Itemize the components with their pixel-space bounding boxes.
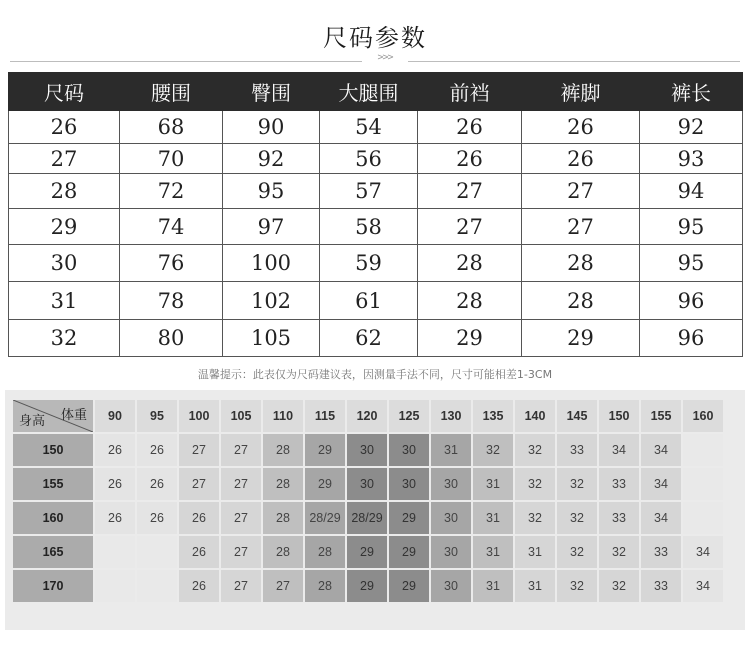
size-recommend-cell: 34 <box>683 570 723 602</box>
size-recommend-cell: 31 <box>515 536 555 568</box>
size-recommend-cell: 34 <box>599 434 639 466</box>
size-recommend-cell: 34 <box>641 434 681 466</box>
size-header-cell: 裤脚 <box>522 73 640 111</box>
size-cell: 27 <box>9 144 120 174</box>
size-recommend-cell <box>95 536 135 568</box>
size-recommend-cell: 33 <box>599 468 639 500</box>
size-row <box>9 111 743 144</box>
weight-header-cell: 130 <box>431 400 471 432</box>
size-recommend-cell: 29 <box>389 502 429 534</box>
size-recommend-cell: 26 <box>137 502 177 534</box>
size-recommend-cell: 32 <box>515 434 555 466</box>
size-recommend-cell: 30 <box>347 468 387 500</box>
size-recommend-cell: 30 <box>389 434 429 466</box>
size-recommend-cell: 28/29 <box>305 502 345 534</box>
size-cell: 28 <box>418 282 522 320</box>
weight-header-cell: 100 <box>179 400 219 432</box>
size-recommend-cell: 28 <box>263 434 303 466</box>
size-cell: 28 <box>418 245 522 282</box>
size-recommend-cell: 31 <box>473 570 513 602</box>
size-recommend-cell: 32 <box>515 468 555 500</box>
size-cell: 78 <box>120 282 223 320</box>
size-recommend-cell: 27 <box>221 502 261 534</box>
size-cell: 95 <box>640 245 743 282</box>
size-cell: 90 <box>223 111 320 144</box>
size-cell: 56 <box>320 144 418 174</box>
size-recommend-cell: 26 <box>95 468 135 500</box>
height-header-cell: 170 <box>13 570 93 602</box>
size-recommend-cell: 32 <box>557 536 597 568</box>
size-cell: 80 <box>120 320 223 357</box>
size-recommend-cell <box>683 502 723 534</box>
title-divider <box>10 52 740 67</box>
height-row <box>13 536 723 568</box>
size-recommend-cell: 27 <box>221 434 261 466</box>
size-cell: 26 <box>9 111 120 144</box>
height-row <box>13 502 723 534</box>
size-cell: 54 <box>320 111 418 144</box>
size-recommend-cell: 34 <box>641 468 681 500</box>
size-recommend-cell: 31 <box>473 502 513 534</box>
size-recommend-cell: 30 <box>431 570 471 602</box>
size-cell: 102 <box>223 282 320 320</box>
size-recommend-cell: 28 <box>263 536 303 568</box>
size-row <box>9 144 743 174</box>
size-recommend-cell: 30 <box>347 434 387 466</box>
weight-header-cell: 105 <box>221 400 261 432</box>
size-cell: 31 <box>9 282 120 320</box>
size-recommend-cell: 30 <box>389 468 429 500</box>
size-row <box>9 209 743 245</box>
size-cell: 92 <box>223 144 320 174</box>
size-recommend-cell <box>137 536 177 568</box>
size-recommend-cell <box>683 468 723 500</box>
size-cell: 92 <box>640 111 743 144</box>
size-table <box>8 72 743 357</box>
size-recommend-cell: 28 <box>305 570 345 602</box>
size-recommend-cell: 31 <box>473 468 513 500</box>
size-recommend-cell: 27 <box>221 570 261 602</box>
size-recommend-cell <box>683 434 723 466</box>
height-row <box>13 468 723 500</box>
size-cell: 26 <box>522 111 640 144</box>
size-row <box>9 282 743 320</box>
size-recommend-cell: 29 <box>389 536 429 568</box>
size-cell: 27 <box>522 209 640 245</box>
size-recommend-cell: 26 <box>137 468 177 500</box>
size-recommend-cell: 29 <box>305 434 345 466</box>
divider-arrows: >>> <box>377 52 393 63</box>
size-cell: 61 <box>320 282 418 320</box>
weight-header-cell: 135 <box>473 400 513 432</box>
size-recommend-cell: 29 <box>347 536 387 568</box>
size-header-cell: 臀围 <box>223 73 320 111</box>
size-cell: 62 <box>320 320 418 357</box>
size-recommend-cell: 32 <box>599 570 639 602</box>
weight-header-cell: 95 <box>137 400 177 432</box>
size-cell: 105 <box>223 320 320 357</box>
size-recommend-cell: 27 <box>221 468 261 500</box>
size-cell: 74 <box>120 209 223 245</box>
size-cell: 96 <box>640 320 743 357</box>
height-header-cell: 160 <box>13 502 93 534</box>
size-recommend-cell: 31 <box>473 536 513 568</box>
size-recommend-cell: 30 <box>431 536 471 568</box>
size-header-cell: 尺码 <box>9 73 120 111</box>
weight-header-cell: 145 <box>557 400 597 432</box>
size-cell: 70 <box>120 144 223 174</box>
size-recommend-cell <box>95 570 135 602</box>
size-recommend-cell: 26 <box>179 502 219 534</box>
weight-axis-label: 体重 <box>60 408 87 423</box>
size-recommend-cell: 28 <box>263 502 303 534</box>
page-title: 尺码参数 <box>323 24 427 52</box>
size-cell: 29 <box>418 320 522 357</box>
size-header-cell: 前裆 <box>418 73 522 111</box>
size-cell: 28 <box>9 174 120 209</box>
size-recommend-cell <box>137 570 177 602</box>
size-recommend-cell: 28 <box>305 536 345 568</box>
size-recommend-cell: 27 <box>179 468 219 500</box>
size-tip: 温馨提示：此表仅为尺码建议表，因测量手法不同，尺寸可能相差1-3CM <box>197 368 553 381</box>
size-cell: 28 <box>522 245 640 282</box>
weight-header-cell: 155 <box>641 400 681 432</box>
size-recommend-cell: 32 <box>473 434 513 466</box>
size-cell: 68 <box>120 111 223 144</box>
corner-cell <box>13 400 93 432</box>
weight-header-cell: 140 <box>515 400 555 432</box>
size-recommend-cell: 26 <box>95 434 135 466</box>
size-recommend-cell: 33 <box>557 434 597 466</box>
size-recommend-cell: 30 <box>431 468 471 500</box>
weight-height-chart <box>5 390 745 630</box>
height-header-cell: 165 <box>13 536 93 568</box>
size-recommend-cell: 26 <box>179 570 219 602</box>
size-recommend-cell: 32 <box>515 502 555 534</box>
weight-header-cell: 115 <box>305 400 345 432</box>
size-cell: 32 <box>9 320 120 357</box>
size-recommend-cell: 29 <box>347 570 387 602</box>
size-recommend-cell: 29 <box>305 468 345 500</box>
size-cell: 58 <box>320 209 418 245</box>
size-recommend-cell: 26 <box>137 434 177 466</box>
height-header-cell: 150 <box>13 434 93 466</box>
size-cell: 29 <box>522 320 640 357</box>
weight-header-cell: 110 <box>263 400 303 432</box>
size-cell: 72 <box>120 174 223 209</box>
weight-header-cell: 125 <box>389 400 429 432</box>
size-cell: 26 <box>418 144 522 174</box>
size-recommend-cell: 26 <box>95 502 135 534</box>
size-cell: 95 <box>223 174 320 209</box>
size-cell: 27 <box>418 209 522 245</box>
weight-height-table <box>11 398 725 604</box>
size-cell: 93 <box>640 144 743 174</box>
size-recommend-cell: 33 <box>641 570 681 602</box>
weight-header-cell: 160 <box>683 400 723 432</box>
size-cell: 59 <box>320 245 418 282</box>
size-cell: 94 <box>640 174 743 209</box>
size-cell: 29 <box>9 209 120 245</box>
height-header-cell: 155 <box>13 468 93 500</box>
size-recommend-cell: 28/29 <box>347 502 387 534</box>
size-recommend-cell: 32 <box>557 468 597 500</box>
size-recommend-cell: 27 <box>263 570 303 602</box>
size-header-cell: 裤长 <box>640 73 743 111</box>
size-table-header <box>9 73 743 111</box>
size-cell: 26 <box>522 144 640 174</box>
size-recommend-cell: 32 <box>557 502 597 534</box>
size-header-cell: 大腿围 <box>320 73 418 111</box>
size-cell: 28 <box>522 282 640 320</box>
size-cell: 100 <box>223 245 320 282</box>
size-cell: 27 <box>522 174 640 209</box>
size-recommend-cell: 28 <box>263 468 303 500</box>
size-recommend-cell: 27 <box>179 434 219 466</box>
size-recommend-cell: 27 <box>221 536 261 568</box>
size-header-cell: 腰围 <box>120 73 223 111</box>
size-recommend-cell: 31 <box>515 570 555 602</box>
size-recommend-cell: 34 <box>683 536 723 568</box>
size-recommend-cell: 31 <box>431 434 471 466</box>
height-row <box>13 570 723 602</box>
size-recommend-cell: 26 <box>179 536 219 568</box>
size-cell: 95 <box>640 209 743 245</box>
weight-header-cell: 90 <box>95 400 135 432</box>
size-cell: 30 <box>9 245 120 282</box>
height-row <box>13 434 723 466</box>
size-recommend-cell: 34 <box>641 502 681 534</box>
size-recommend-cell: 33 <box>599 502 639 534</box>
size-recommend-cell: 32 <box>599 536 639 568</box>
size-cell: 27 <box>418 174 522 209</box>
size-row <box>9 174 743 209</box>
size-row <box>9 320 743 357</box>
size-recommend-cell: 33 <box>641 536 681 568</box>
size-recommend-cell: 32 <box>557 570 597 602</box>
weight-header-cell: 120 <box>347 400 387 432</box>
size-row <box>9 245 743 282</box>
height-axis-label: 身高 <box>19 414 46 429</box>
size-recommend-cell: 29 <box>389 570 429 602</box>
size-cell: 57 <box>320 174 418 209</box>
size-cell: 97 <box>223 209 320 245</box>
size-cell: 76 <box>120 245 223 282</box>
size-recommend-cell: 30 <box>431 502 471 534</box>
size-cell: 96 <box>640 282 743 320</box>
size-cell: 26 <box>418 111 522 144</box>
weight-header-cell: 150 <box>599 400 639 432</box>
